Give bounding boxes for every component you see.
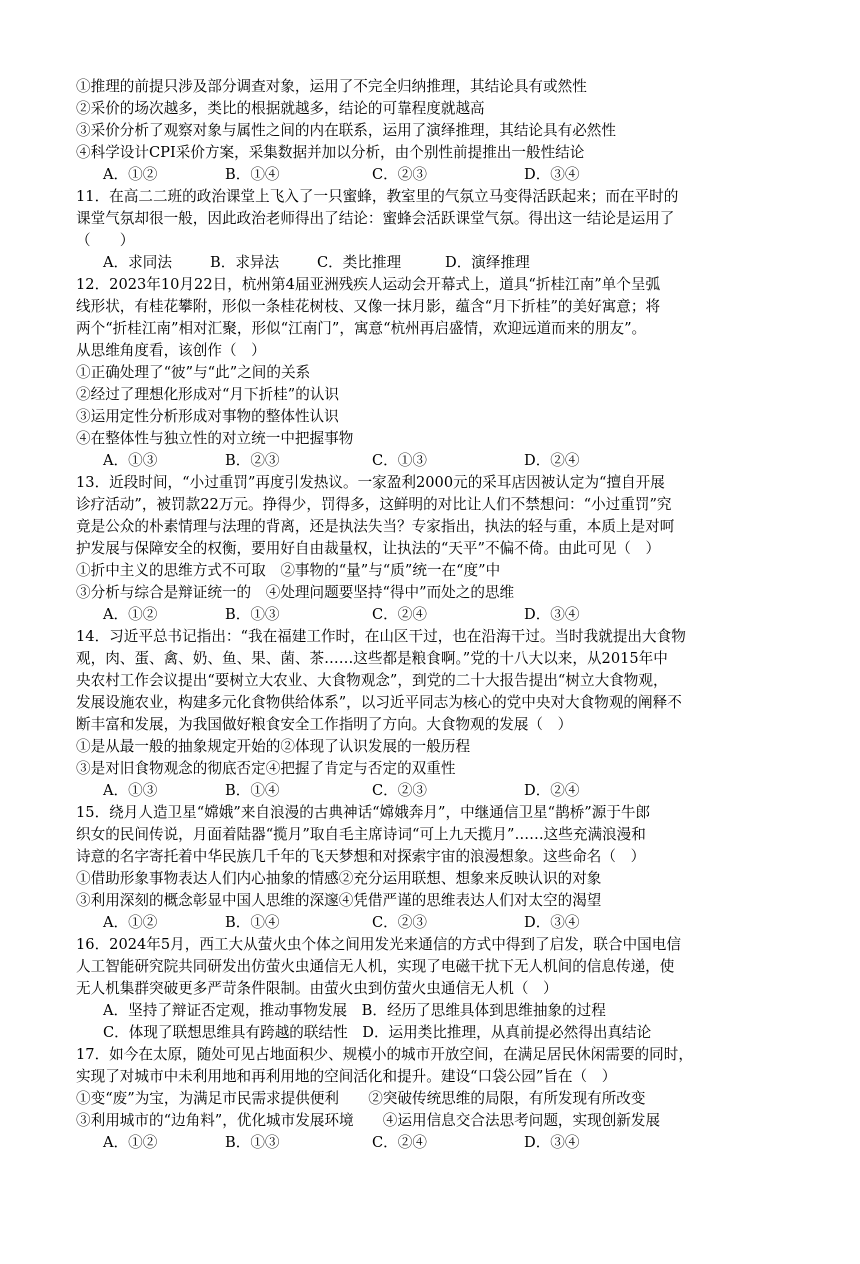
q14-option-a[interactable]: A．①③ xyxy=(103,782,158,799)
q14-statements-3-4: ③是对旧食物观念的彻底否定④把握了肯定与否定的双重性 xyxy=(76,760,456,777)
q10-statement-2: ②采价的场次越多，类比的根据就越多，结论的可靠程度就越高 xyxy=(76,100,485,117)
q14-option-d[interactable]: D．②④ xyxy=(524,782,580,799)
q11-option-a[interactable]: A．求同法 xyxy=(103,254,172,271)
q17-option-c[interactable]: C．②④ xyxy=(372,1134,427,1151)
q15-statements-3-4: ③利用深刻的概念彰显中国人思维的深邃④凭借严谨的思维表达人们对太空的渴望 xyxy=(76,892,602,909)
q12-option-d[interactable]: D．②④ xyxy=(524,452,580,469)
q10-option-b[interactable]: B．①④ xyxy=(225,166,280,183)
q12-statement-2: ②经过了理想化形成对“月下折桂”的认识 xyxy=(76,386,340,403)
q14-statements-1-2: ①是从最一般的抽象规定开始的②体现了认识发展的一般历程 xyxy=(76,738,471,755)
q15-option-a[interactable]: A．①② xyxy=(103,914,158,931)
q13-statements-3-4: ③分析与综合是辩证统一的 ④处理问题要坚持“得中”而处之的思维 xyxy=(76,584,515,601)
q12-stem-line-1: 12．2023年10月22日，杭州第4届亚洲残疾人运动会开幕式上，道具“折桂江南”单个呈弧 xyxy=(76,276,661,293)
q12-statement-1: ①正确处理了“彼”与“此”之间的关系 xyxy=(76,364,311,381)
q16-options-c-d[interactable]: C．体现了联想思维具有跨越的联结性 D．运用类比推理，从真前提必然得出真结论 xyxy=(103,1024,652,1041)
q14-option-b[interactable]: B．①④ xyxy=(225,782,280,799)
q12-statement-4: ④在整体性与独立性的对立统一中把握事物 xyxy=(76,430,354,447)
q12-stem-line-3: 两个“折桂江南”相对汇聚，形似“江南门”，寓意“杭州再启盛情，欢迎远道而来的朋友”。 xyxy=(76,320,647,337)
q13-stem-line-4: 护发展与保障安全的权衡，要用好自由裁量权，让执法的“天平”不偏不倚。由此可见（ ） xyxy=(76,540,661,557)
q11-option-d[interactable]: D．演绎推理 xyxy=(445,254,530,271)
q15-stem-line-3: 诗意的名字寄托着中华民族几千年的飞天梦想和对探索宇宙的浪漫想象。这些命名（ ） xyxy=(76,848,646,865)
q17-stem-line-2: 实现了对城市中未利用地和再利用地的空间活化和提升。建设“口袋公园”旨在（ ） xyxy=(76,1068,617,1085)
q17-statements-3-4: ③利用城市的“边角料”，优化城市发展环境 ④运用信息交合法思考问题，实现创新发展 xyxy=(76,1112,661,1129)
q11-stem-line-1: 11．在高二二班的政治课堂上飞入了一只蜜蜂，教室里的气氛立马变得活跃起来；而在平时的 xyxy=(76,188,679,205)
q10-option-d[interactable]: D．③④ xyxy=(524,166,580,183)
q14-stem-line-3: 央农村工作会议提出“要树立大农业、大食物观念”，到党的二十大报告提出“树立大食物观， xyxy=(76,672,668,689)
q14-stem-line-5: 断丰富和发展，为我国做好粮食安全工作指明了方向。大食物观的发展（ ） xyxy=(76,716,573,733)
q11-stem-line-3: （ ） xyxy=(76,232,135,249)
q17-stem-line-1: 17．如今在太原，随处可见占地面积少、规模小的城市开放空间，在满足居民休闲需要的同时， xyxy=(76,1046,693,1063)
q11-option-c[interactable]: C．类比推理 xyxy=(317,254,402,271)
q17-options xyxy=(103,1132,580,1264)
q13-statements-1-2: ①折中主义的思维方式不可取 ②事物的“量”与“质”统一在“度”中 xyxy=(76,562,501,579)
q15-option-c[interactable]: C．②③ xyxy=(372,914,427,931)
q10-option-a[interactable]: A．①② xyxy=(103,166,158,183)
q13-stem-line-1: 13．近段时间，“小过重罚”再度引发热议。一家盈利2000元的采耳店因被认定为“擅自开展 xyxy=(76,474,665,491)
q13-option-b[interactable]: B．①③ xyxy=(225,606,280,623)
q10-statement-3: ③采价分析了观察对象与属性之间的内在联系，运用了演绎推理，其结论具有必然性 xyxy=(76,122,616,139)
q16-stem-line-1: 16．2024年5月，西工大从萤火虫个体之间用发光来通信的方式中得到了启发，联合中国电信 xyxy=(76,936,681,953)
q15-statements-1-2: ①借助形象事物表达人们内心抽象的情感②充分运用联想、想象来反映认识的对象 xyxy=(76,870,602,887)
q17-option-b[interactable]: B．①③ xyxy=(225,1134,280,1151)
q15-option-b[interactable]: B．①④ xyxy=(225,914,280,931)
q16-stem-line-2: 人工智能研究院共同研发出仿萤火虫通信无人机，实现了电磁干扰下无人机间的信息传递，使 xyxy=(76,958,675,975)
q17-statements-1-2: ①变“废”为宝，为满足市民需求提供便利 ②突破传统思维的局限，有所发现有所改变 xyxy=(76,1090,646,1107)
q10-statement-1: ①推理的前提只涉及部分调查对象，运用了不完全归纳推理，其结论具有或然性 xyxy=(76,78,587,95)
q13-option-c[interactable]: C．②④ xyxy=(372,606,427,623)
q13-option-a[interactable]: A．①② xyxy=(103,606,158,623)
q15-stem-line-1: 15．绕月人造卫星“嫦娥”来自浪漫的古典神话“嫦娥奔月”，中继通信卫星“鹊桥”源于牛郎 xyxy=(76,804,651,821)
q16-options-a-b[interactable]: A．坚持了辩证否定观，推动事物发展 B．经历了思维具体到思维抽象的过程 xyxy=(103,1002,606,1019)
q14-stem-line-1: 14．习近平总书记指出：“我在福建工作时，在山区干过，也在沿海干过。当时我就提出大食物 xyxy=(76,628,686,645)
q14-option-c[interactable]: C．②③ xyxy=(372,782,427,799)
q13-option-d[interactable]: D．③④ xyxy=(524,606,580,623)
q17-option-a[interactable]: A．①② xyxy=(103,1134,158,1151)
q10-statement-4: ④科学设计CPI采价方案，采集数据并加以分析，由个别性前提推出一般性结论 xyxy=(76,144,585,161)
q12-option-b[interactable]: B．②③ xyxy=(225,452,280,469)
q16-stem-line-3: 无人机集群突破更多严苛条件限制。由萤火虫到仿萤火虫通信无人机（ ） xyxy=(76,980,558,997)
q14-stem-line-4: 发展设施农业，构建多元化食物供给体系”，以习近平同志为核心的党中央对大食物观的阐释不 xyxy=(76,694,682,711)
q15-stem-line-2: 织女的民间传说，月面着陆器“揽月”取自毛主席诗词“可上九天揽月”……这些充满浪漫和 xyxy=(76,826,646,843)
q10-option-c[interactable]: C．②③ xyxy=(372,166,427,183)
q17-option-d[interactable]: D．③④ xyxy=(524,1134,580,1151)
q12-statement-3: ③运用定性分析形成对事物的整体性认识 xyxy=(76,408,339,425)
q12-stem-line-2: 线形状，有桂花攀附，形似一条桂花树枝、又像一抹月影，蕴含“月下折桂”的美好寓意；将 xyxy=(76,298,661,315)
q12-stem-line-4: 从思维角度看，该创作（ ） xyxy=(76,342,266,359)
q15-option-d[interactable]: D．③④ xyxy=(524,914,580,931)
q11-stem-line-2: 课堂气氛却很一般，因此政治老师得出了结论：蜜蜂会活跃课堂气氛。得出这一结论是运用了 xyxy=(76,210,675,227)
q13-stem-line-3: 竟是公众的朴素情理与法理的背离，还是执法失当？专家指出，执法的轻与重，本质上是对呵 xyxy=(76,518,675,535)
q13-stem-line-2: 诊疗活动”，被罚款22万元。挣得少，罚得多，这鲜明的对比让人们不禁想问：“小过重罚”究 xyxy=(76,496,672,513)
q14-stem-line-2: 观，肉、蛋、禽、奶、鱼、果、菌、茶……这些都是粮食啊。”党的十八大以来，从2015年中 xyxy=(76,650,668,667)
q11-option-b[interactable]: B．求异法 xyxy=(210,254,280,271)
q12-option-c[interactable]: C．①③ xyxy=(372,452,427,469)
q12-option-a[interactable]: A．①③ xyxy=(103,452,158,469)
